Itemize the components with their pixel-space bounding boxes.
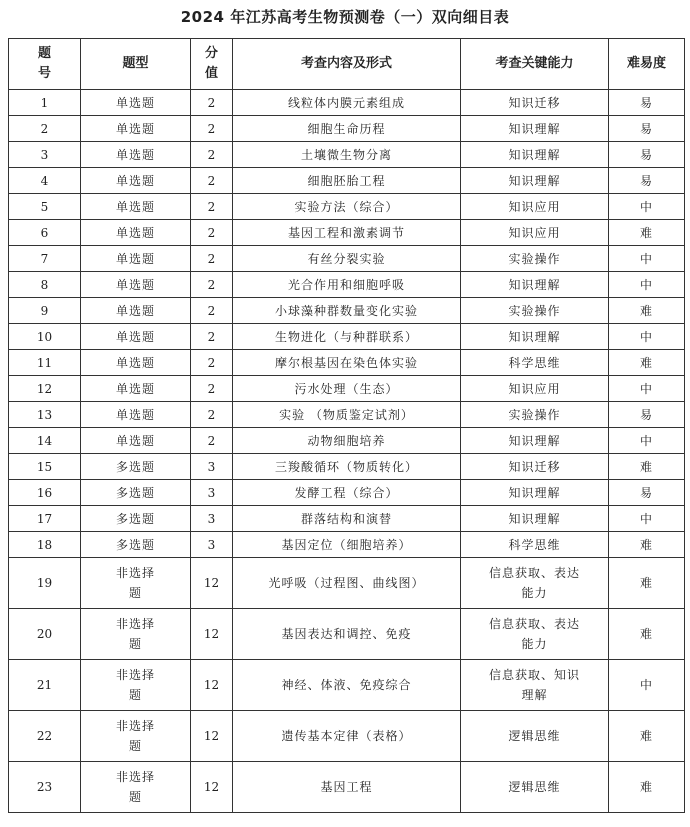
cell-score: 2 [191,428,233,454]
table-row [9,272,685,298]
cell-num: 4 [9,168,81,194]
cell-ability: 实验操作 [461,246,609,272]
cell-content: 细胞胚胎工程 [233,168,461,194]
cell-score: 3 [191,454,233,480]
cell-content: 生物进化（与种群联系） [233,324,461,350]
table-row [9,762,685,813]
cell-ability: 信息获取、知识理解 [461,660,609,711]
cell-content: 基因工程和激素调节 [233,220,461,246]
table-row [9,168,685,194]
cell-content: 实验方法（综合） [233,194,461,220]
cell-ability: 实验操作 [461,298,609,324]
table-row [9,506,685,532]
header-type: 题型 [81,39,191,90]
cell-num: 8 [9,272,81,298]
table-row [9,116,685,142]
cell-difficulty: 易 [609,402,685,428]
cell-content: 光合作用和细胞呼吸 [233,272,461,298]
cell-score: 12 [191,762,233,813]
cell-type: 非选择题 [81,711,191,762]
cell-score: 12 [191,711,233,762]
cell-score: 2 [191,298,233,324]
cell-difficulty: 易 [609,116,685,142]
cell-type: 单选题 [81,402,191,428]
cell-ability: 逻辑思维 [461,711,609,762]
cell-difficulty: 易 [609,480,685,506]
cell-score: 2 [191,116,233,142]
cell-num: 11 [9,350,81,376]
cell-ability: 知识理解 [461,168,609,194]
cell-num: 9 [9,298,81,324]
cell-ability: 知识应用 [461,376,609,402]
cell-ability: 知识理解 [461,272,609,298]
detail-table [8,38,685,813]
cell-num: 14 [9,428,81,454]
header-num: 题号 [9,39,81,90]
table-row [9,711,685,762]
table-row [9,90,685,116]
cell-ability: 逻辑思维 [461,762,609,813]
cell-ability: 科学思维 [461,532,609,558]
cell-num: 3 [9,142,81,168]
cell-type: 单选题 [81,324,191,350]
cell-type: 单选题 [81,194,191,220]
cell-content: 遗传基本定律（表格） [233,711,461,762]
cell-difficulty: 难 [609,532,685,558]
cell-score: 2 [191,272,233,298]
cell-ability: 知识迁移 [461,90,609,116]
cell-content: 基因定位（细胞培养） [233,532,461,558]
cell-num: 23 [9,762,81,813]
cell-ability: 知识理解 [461,142,609,168]
cell-type: 非选择题 [81,609,191,660]
cell-type: 多选题 [81,454,191,480]
cell-num: 18 [9,532,81,558]
cell-difficulty: 中 [609,506,685,532]
cell-score: 2 [191,90,233,116]
cell-num: 10 [9,324,81,350]
cell-score: 2 [191,350,233,376]
cell-ability: 知识理解 [461,116,609,142]
cell-score: 12 [191,660,233,711]
header-difficulty: 难易度 [609,39,685,90]
cell-difficulty: 难 [609,762,685,813]
cell-difficulty: 难 [609,220,685,246]
cell-ability: 知识理解 [461,324,609,350]
cell-score: 3 [191,480,233,506]
cell-num: 20 [9,609,81,660]
cell-score: 2 [191,142,233,168]
cell-difficulty: 易 [609,168,685,194]
cell-num: 19 [9,558,81,609]
cell-num: 15 [9,454,81,480]
cell-score: 2 [191,168,233,194]
header-ability: 考查关键能力 [461,39,609,90]
cell-score: 2 [191,246,233,272]
table-row [9,194,685,220]
table-row [9,142,685,168]
cell-difficulty: 难 [609,609,685,660]
cell-content: 线粒体内膜元素组成 [233,90,461,116]
cell-content: 发酵工程（综合） [233,480,461,506]
table-row [9,350,685,376]
cell-content: 光呼吸（过程图、曲线图） [233,558,461,609]
table-row [9,428,685,454]
cell-ability: 知识理解 [461,506,609,532]
cell-num: 6 [9,220,81,246]
cell-content: 有丝分裂实验 [233,246,461,272]
cell-content: 基因工程 [233,762,461,813]
cell-difficulty: 中 [609,376,685,402]
cell-type: 单选题 [81,272,191,298]
table-row [9,324,685,350]
cell-difficulty: 中 [609,246,685,272]
cell-ability: 知识应用 [461,194,609,220]
cell-num: 7 [9,246,81,272]
cell-type: 单选题 [81,350,191,376]
cell-ability: 知识理解 [461,428,609,454]
header-content: 考查内容及形式 [233,39,461,90]
table-row [9,402,685,428]
cell-ability: 信息获取、表达能力 [461,558,609,609]
cell-type: 单选题 [81,246,191,272]
cell-num: 17 [9,506,81,532]
cell-difficulty: 中 [609,272,685,298]
cell-content: 动物细胞培养 [233,428,461,454]
cell-type: 单选题 [81,376,191,402]
cell-difficulty: 易 [609,142,685,168]
cell-ability: 知识迁移 [461,454,609,480]
cell-difficulty: 难 [609,350,685,376]
cell-num: 2 [9,116,81,142]
cell-content: 基因表达和调控、免疫 [233,609,461,660]
cell-type: 单选题 [81,168,191,194]
cell-score: 2 [191,376,233,402]
cell-type: 非选择题 [81,762,191,813]
cell-score: 12 [191,558,233,609]
cell-type: 单选题 [81,116,191,142]
cell-score: 12 [191,609,233,660]
header-score: 分值 [191,39,233,90]
cell-content: 土壤微生物分离 [233,142,461,168]
cell-difficulty: 难 [609,454,685,480]
cell-num: 16 [9,480,81,506]
table-row [9,220,685,246]
cell-ability: 实验操作 [461,402,609,428]
cell-type: 单选题 [81,428,191,454]
cell-num: 13 [9,402,81,428]
table-row [9,298,685,324]
cell-num: 12 [9,376,81,402]
cell-content: 摩尔根基因在染色体实验 [233,350,461,376]
cell-num: 5 [9,194,81,220]
cell-num: 1 [9,90,81,116]
cell-content: 细胞生命历程 [233,116,461,142]
cell-score: 2 [191,220,233,246]
cell-ability: 知识应用 [461,220,609,246]
table-row [9,246,685,272]
cell-content: 群落结构和演替 [233,506,461,532]
cell-difficulty: 难 [609,711,685,762]
table-row [9,480,685,506]
cell-difficulty: 难 [609,558,685,609]
table-row [9,376,685,402]
cell-score: 3 [191,532,233,558]
header-row [9,39,685,90]
table-row [9,609,685,660]
cell-content: 神经、体液、免疫综合 [233,660,461,711]
cell-type: 单选题 [81,298,191,324]
cell-num: 22 [9,711,81,762]
page-title: 2024 年江苏高考生物预测卷（一）双向细目表 [180,8,510,26]
cell-difficulty: 难 [609,298,685,324]
cell-content: 污水处理（生态） [233,376,461,402]
cell-difficulty: 中 [609,428,685,454]
cell-type: 单选题 [81,90,191,116]
cell-difficulty: 中 [609,324,685,350]
cell-ability: 知识理解 [461,480,609,506]
table-row [9,454,685,480]
table-row [9,558,685,609]
cell-score: 2 [191,194,233,220]
cell-type: 非选择题 [81,660,191,711]
cell-ability: 信息获取、表达能力 [461,609,609,660]
cell-type: 多选题 [81,532,191,558]
cell-score: 2 [191,324,233,350]
cell-score: 2 [191,402,233,428]
table-row [9,660,685,711]
cell-content: 三羧酸循环（物质转化） [233,454,461,480]
cell-type: 单选题 [81,220,191,246]
cell-difficulty: 易 [609,90,685,116]
cell-type: 单选题 [81,142,191,168]
cell-content: 小球藻种群数量变化实验 [233,298,461,324]
cell-type: 多选题 [81,506,191,532]
cell-type: 非选择题 [81,558,191,609]
cell-score: 3 [191,506,233,532]
cell-difficulty: 中 [609,660,685,711]
cell-type: 多选题 [81,480,191,506]
cell-ability: 科学思维 [461,350,609,376]
cell-num: 21 [9,660,81,711]
table-row [9,532,685,558]
cell-difficulty: 中 [609,194,685,220]
cell-content: 实验 （物质鉴定试剂） [233,402,461,428]
